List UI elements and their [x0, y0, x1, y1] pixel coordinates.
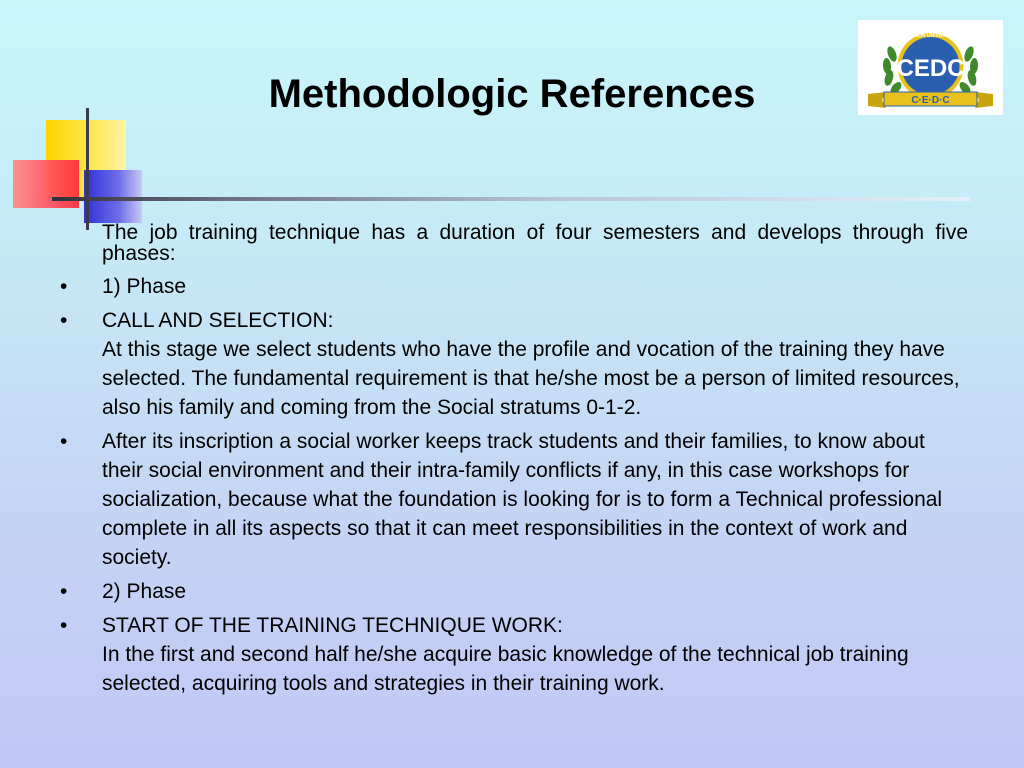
bullet-symbol: •: [60, 309, 68, 332]
bullet-line: 1) Phase: [102, 275, 187, 298]
bullet-line: 2) Phase: [102, 580, 187, 603]
bullet-item: [58, 611, 968, 698]
logo-ribbon-text: C·E·D·C: [911, 95, 950, 106]
title-divider-line: [52, 197, 970, 201]
bullet-item: [58, 427, 968, 572]
bullet-heading: CALL AND SELECTION:: [102, 309, 334, 332]
slide-title: Methodologic References: [268, 72, 756, 116]
bullet-item: [58, 272, 968, 301]
logo-top-text: FUNDACION UNIVERSITARIA: [895, 33, 966, 39]
bullet-heading: START OF THE TRAINING TECHNIQUE WORK:: [102, 614, 563, 637]
bullet-line: At this stage we select students who have the profile and vocation of the training they have selected. The fundamental requirement is that he/she most be a person of limited resources, also his family and coming from the Social stratums 0-1-2.: [102, 338, 960, 419]
bullet-line: After its inscription a social worker keeps track students and their families, to know about their social environment and their intra-family conflicts if any, in this case workshops for socialization, because what the foundation is looking for is to form a Technical professional complete in all its aspects so that it can meet responsibilities in the context of work and society.: [102, 430, 943, 569]
bullet-symbol: •: [60, 580, 68, 603]
bullet-symbol: •: [60, 275, 68, 298]
cedc-logo-image: [858, 20, 1003, 115]
bullet-item: [58, 577, 968, 606]
bullet-symbol: •: [60, 430, 68, 453]
decor-vertical-line: [86, 108, 89, 230]
intro-paragraph: The job training technique has a duration of four semesters and develops through five phases:: [102, 221, 968, 265]
bullet-item: [58, 306, 968, 422]
logo-center-text: CEDC: [896, 55, 965, 82]
bullet-line: In the first and second half he/she acquire basic knowledge of the technical job training selected, acquiring tools and strategies in their training work.: [102, 643, 909, 695]
cedc-logo: [858, 20, 1003, 115]
bullet-symbol: •: [60, 614, 68, 637]
slide-body: [58, 222, 968, 703]
